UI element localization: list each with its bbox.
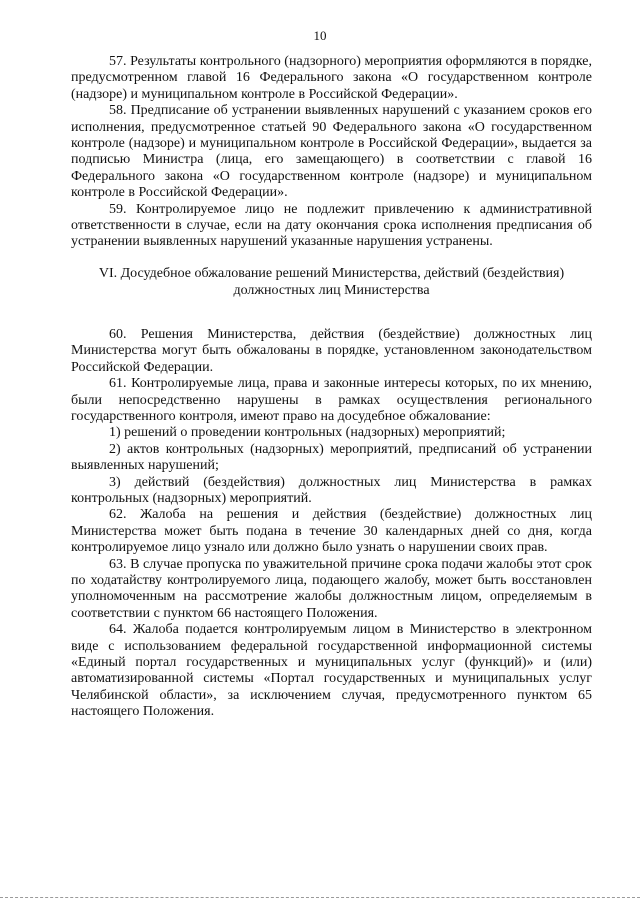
paragraph-63: 63. В случае пропуска по уважительной причине срока подачи жалобы этот срок по ходатайству контролируемого лица, подающего жалобу, может быть восстановлен уполномоченным на рассмотрение жалобы должностным лицом, определяемым в соответствии с пунктом 66 настоящего Положения. (71, 556, 592, 621)
document-body (71, 54, 592, 721)
section-heading-line-1: VI. Досудебное обжалование решений Министерства, действий (бездействия) (98, 265, 565, 281)
paragraph-61: 61. Контролируемые лица, права и законные интересы которых, по их мнению, были непосредственно нарушены в рамках осуществления регионального государственного контроля, имеют право на досудебное обжалование: (71, 376, 592, 424)
page-bottom-edge (0, 897, 640, 898)
paragraph-64: 64. Жалоба подается контролируемым лицом в Министерство в электронном виде с использованием федеральной государственной информационной системы «Единый портал государственных и муниципальных услуг (функций)» и (или) автоматизированной системы «Портал государственных и муниципальных услуг Челябинской области», за исключением случая, предусмотренного пунктом 65 настоящего Положения. (71, 622, 592, 720)
section-heading-vi (71, 265, 592, 299)
paragraph-59: 59. Контролируемое лицо не подлежит привлечению к административной ответственности в случае, если на дату окончания срока исполнения предписания об устранении выявленных нарушений указанные нарушения устранены. (71, 201, 592, 250)
list-item-2: 2) актов контрольных (надзорных) мероприятий, предписаний об устранении выявленных нарушений; (71, 441, 592, 474)
paragraph-58: 58. Предписание об устранении выявленных нарушений с указанием сроков его исполнения, предусмотренное статьей 90 Федерального закона «О государственном контроле (надзоре) и муниципальном контроле в Российской Федерации», выдается за подписью Министра (лица, его замещающего) в соответствии с главой 16 Федерального закона «О государственном контроле (надзоре) и муниципальном контроле в Российской Федерации». (71, 103, 592, 201)
list-item-1: 1) решений о проведении контрольных (надзорных) мероприятий; (109, 425, 506, 441)
section-heading-line-2: должностных лиц Министерства (233, 282, 430, 298)
list-item-3: 3) действий (бездействия) должностных лиц Министерства в рамках контрольных (надзорных) мероприятий. (71, 474, 592, 506)
paragraph-62: 62. Жалоба на решения и действия (бездействие) должностных лиц Министерства может быть подана в течение 30 календарных дней со дня, когда контролируемое лицо узнало или должно было узнать о нарушении своих прав. (71, 507, 592, 556)
paragraph-57: 57. Результаты контрольного (надзорного) мероприятия оформляются в порядке, предусмотренном главой 16 Федерального закона «О государственном контроле (надзоре) и муниципальном контроле в Российской Федерации». (71, 54, 592, 102)
paragraph-60: 60. Решения Министерства, действия (бездействие) должностных лиц Министерства могут быть обжалованы в порядке, установленном законодательством Российской Федерации. (71, 326, 592, 375)
page-number: 10 (313, 28, 327, 43)
